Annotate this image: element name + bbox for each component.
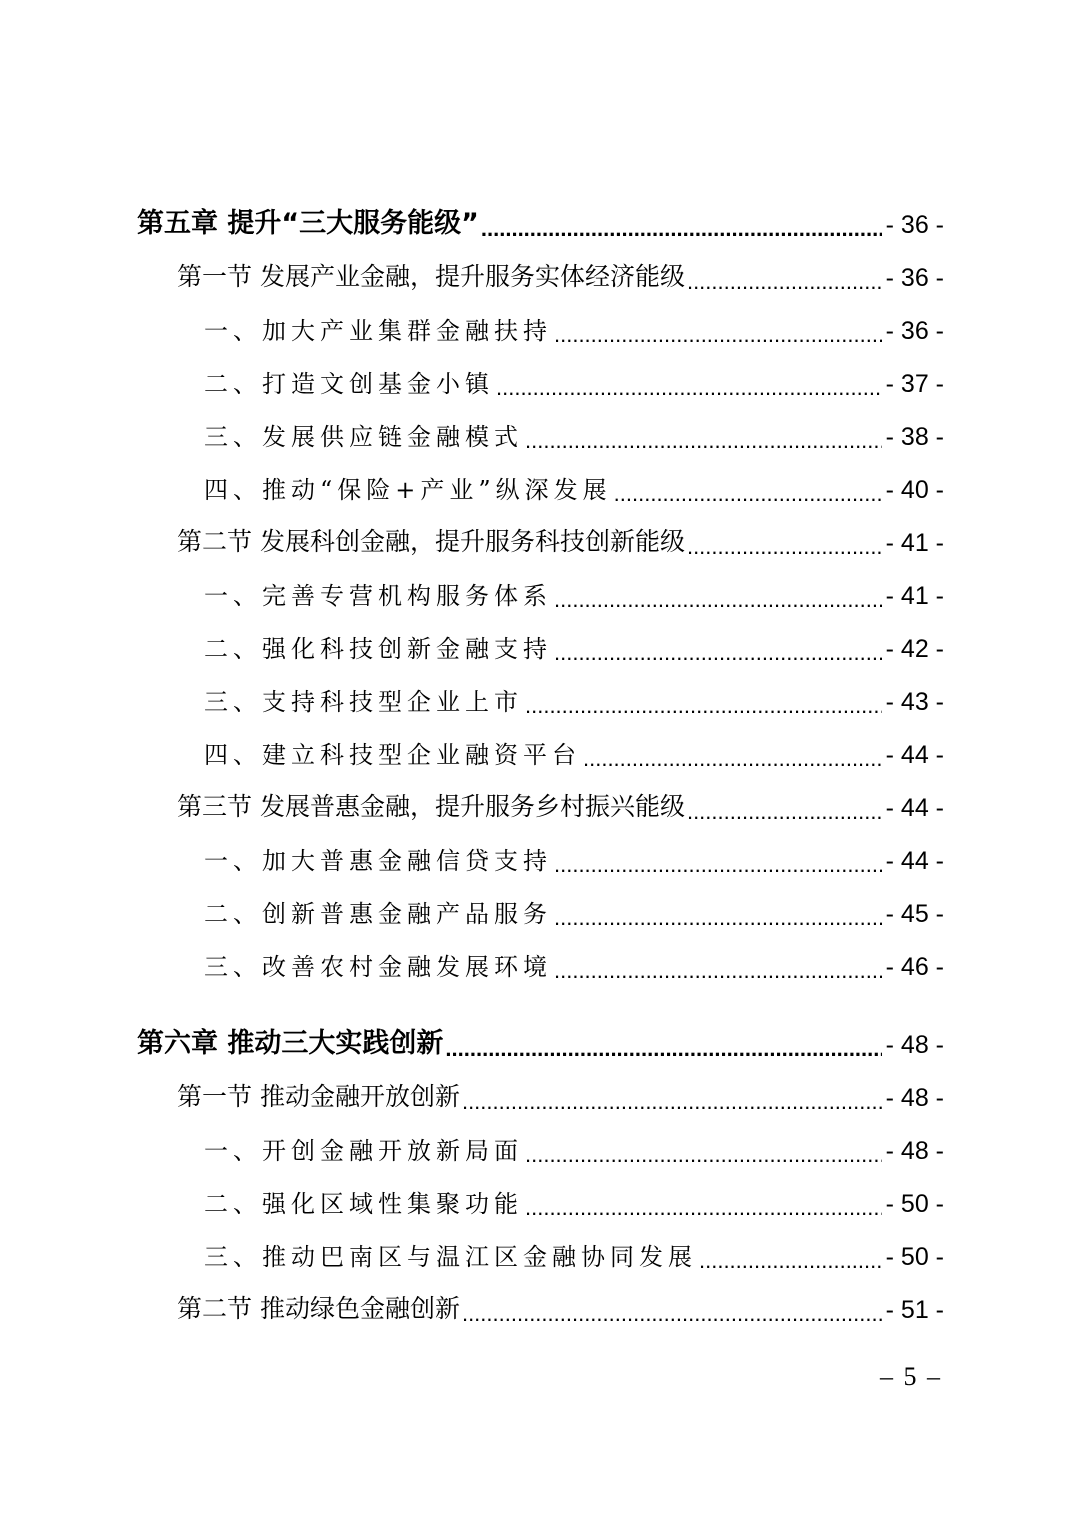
toc-entry-page: - 42 -: [885, 635, 944, 663]
toc-entry-title: 二、强化科技创新金融支持: [204, 635, 552, 663]
toc-entry-page: - 43 -: [885, 688, 944, 716]
toc-entry-page: - 41 -: [885, 529, 944, 557]
toc-entry-page: - 36 -: [885, 264, 944, 292]
toc-entry-title: 三、发展供应链金融模式: [204, 423, 523, 451]
toc-entry-title: 三、改善农村金融发展环境: [204, 953, 552, 981]
toc-entry-page: - 38 -: [885, 423, 944, 451]
toc-entry-title: 二、强化区域性集聚功能: [204, 1190, 523, 1218]
toc-entry-title: 第三节 发展普惠金融，提升服务乡村振兴能级: [177, 792, 685, 821]
toc-item-row: [204, 620, 944, 672]
toc-entry-title: 三、推动巴南区与温江区金融协同发展: [204, 1243, 697, 1271]
toc-dot-leader: [462, 1091, 882, 1121]
toc-item-row: [204, 1122, 944, 1174]
toc-section-row: [177, 1281, 944, 1333]
footer-page-number: – 5 –: [880, 1362, 942, 1391]
toc-chapter-row: [137, 196, 944, 248]
toc-item-row: [204, 302, 944, 354]
toc-dot-leader: [525, 1197, 882, 1227]
toc-dot-leader: [554, 854, 882, 884]
toc-section-row: [177, 1069, 944, 1121]
toc-entry-title: 二、打造文创基金小镇: [204, 370, 494, 398]
toc-item-row: [204, 832, 944, 884]
toc-dot-leader: [496, 377, 882, 407]
toc-entry-page: - 37 -: [885, 370, 944, 398]
toc-entry-page: - 51 -: [885, 1296, 944, 1324]
toc-dot-leader: [525, 695, 882, 725]
toc-dot-leader: [614, 483, 882, 513]
toc-dot-leader: [462, 1303, 882, 1333]
toc-entry-page: - 40 -: [885, 476, 944, 504]
toc-item-row: [204, 938, 944, 990]
toc-dot-leader: [554, 642, 882, 672]
toc-dot-leader: [687, 801, 882, 831]
toc-entry-title: 第一节 发展产业金融，提升服务实体经济能级: [177, 262, 685, 291]
toc-chapter-row: [137, 1016, 944, 1068]
toc-dot-leader: [554, 324, 882, 354]
toc-entry-title: 三、支持科技型企业上市: [204, 688, 523, 716]
toc-entry-page: - 50 -: [885, 1190, 944, 1218]
toc-dot-leader: [554, 907, 882, 937]
toc-item-row: [204, 355, 944, 407]
toc-item-row: [204, 567, 944, 619]
toc-entry-page: - 36 -: [885, 211, 944, 239]
toc-section-row: [177, 779, 944, 831]
toc-dot-leader: [525, 1144, 882, 1174]
toc-item-row: [204, 408, 944, 460]
toc-entry-page: - 50 -: [885, 1243, 944, 1271]
toc-dot-leader: [687, 536, 882, 566]
toc-dot-leader: [445, 1038, 881, 1068]
toc-entry-title: 四、推动“保险+产业”纵深发展: [204, 476, 612, 504]
toc-entry-page: - 48 -: [885, 1084, 944, 1112]
toc-entry-title: 第二节 发展科创金融，提升服务科技创新能级: [177, 527, 685, 556]
toc-entry-page: - 46 -: [885, 953, 944, 981]
toc-entry-title: 二、创新普惠金融产品服务: [204, 900, 552, 928]
toc-entry-page: - 44 -: [885, 741, 944, 769]
toc-entry-title: 第六章 推动三大实践创新: [137, 1028, 444, 1059]
toc-item-row: [204, 885, 944, 937]
toc-entry-title: 一、开创金融开放新局面: [204, 1137, 523, 1165]
toc-dot-leader: [525, 430, 882, 460]
toc-entry-title: 一、加大普惠金融信贷支持: [204, 847, 552, 875]
toc-dot-leader: [699, 1250, 882, 1280]
toc-item-row: [204, 673, 944, 725]
toc-entry-title: 一、加大产业集群金融扶持: [204, 317, 552, 345]
toc-section-row: [177, 249, 944, 301]
toc-entry-page: - 44 -: [885, 794, 944, 822]
toc-dot-leader: [481, 218, 882, 248]
toc-entry-title: 第一节 推动金融开放创新: [177, 1082, 460, 1111]
toc-item-row: [204, 726, 944, 778]
toc-entry-page: - 44 -: [885, 847, 944, 875]
toc-entry-page: - 48 -: [885, 1031, 944, 1059]
toc-entry-page: - 41 -: [885, 582, 944, 610]
toc-entry-page: - 36 -: [885, 317, 944, 345]
toc-entry-page: - 45 -: [885, 900, 944, 928]
toc-dot-leader: [554, 589, 882, 619]
toc-entry-title: 第二节 推动绿色金融创新: [177, 1294, 460, 1323]
toc-entry-title: 第五章 提升“三大服务能级”: [137, 208, 479, 239]
toc-section-row: [177, 514, 944, 566]
toc-item-row: [204, 461, 944, 513]
toc-entry-title: 四、建立科技型企业融资平台: [204, 741, 581, 769]
toc-dot-leader: [583, 748, 882, 778]
toc-entry-page: - 48 -: [885, 1137, 944, 1165]
toc-dot-leader: [554, 960, 882, 990]
toc-dot-leader: [687, 271, 882, 301]
toc-entry-title: 一、完善专营机构服务体系: [204, 582, 552, 610]
toc-item-row: [204, 1175, 944, 1227]
toc-item-row: [204, 1228, 944, 1280]
